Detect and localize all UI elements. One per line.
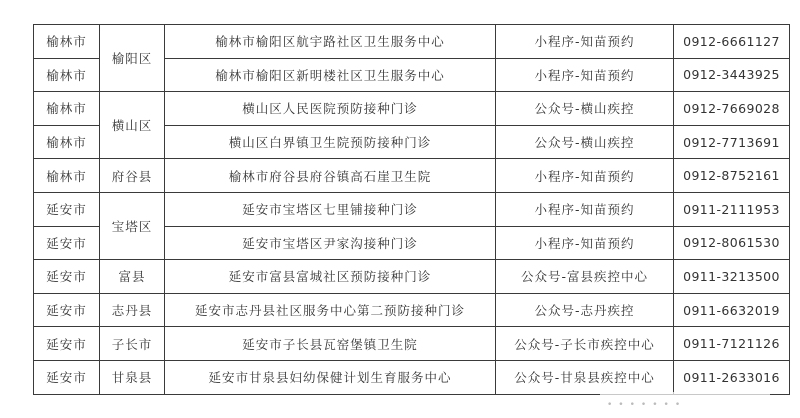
- site-cell: 榆林市府谷县府谷镇高石崖卫生院: [165, 159, 496, 193]
- district-cell: 横山区: [100, 92, 165, 159]
- district-cell: 宝塔区: [100, 192, 165, 259]
- site-cell: 延安市志丹县社区服务中心第二预防接种门诊: [165, 293, 496, 327]
- district-cell: 富县: [100, 260, 165, 294]
- booking-cell: 公众号-志丹疾控: [496, 293, 674, 327]
- table-row: [34, 159, 790, 193]
- phone-cell: 0911-6632019: [674, 293, 790, 327]
- city-cell: 延安市: [34, 226, 100, 260]
- phone-cell: 0911-2111953: [674, 192, 790, 226]
- table-row: [34, 25, 790, 59]
- vaccination-sites-table: [33, 24, 790, 395]
- table-row: [34, 260, 790, 294]
- city-cell: 延安市: [34, 192, 100, 226]
- site-cell: 横山区白界镇卫生院预防接种门诊: [165, 125, 496, 159]
- booking-cell: 小程序-知苗预约: [496, 25, 674, 59]
- table-row: [34, 92, 790, 126]
- booking-cell: 公众号-子长市疾控中心: [496, 327, 674, 361]
- booking-cell: 公众号-横山疾控: [496, 125, 674, 159]
- table-row: [34, 192, 790, 226]
- district-cell: 志丹县: [100, 293, 165, 327]
- phone-cell: 0911-2633016: [674, 360, 790, 394]
- site-cell: 榆林市榆阳区航宇路社区卫生服务中心: [165, 25, 496, 59]
- city-cell: 延安市: [34, 360, 100, 394]
- booking-cell: 公众号-甘泉县疾控中心: [496, 360, 674, 394]
- booking-cell: 小程序-知苗预约: [496, 192, 674, 226]
- district-cell: 甘泉县: [100, 360, 165, 394]
- site-cell: 延安市宝塔区尹家沟接种门诊: [165, 226, 496, 260]
- city-cell: 榆林市: [34, 58, 100, 92]
- phone-cell: 0912-6661127: [674, 25, 790, 59]
- table-row: [34, 360, 790, 394]
- booking-cell: 小程序-知苗预约: [496, 159, 674, 193]
- phone-cell: 0912-7669028: [674, 92, 790, 126]
- phone-cell: 0911-7121126: [674, 327, 790, 361]
- site-cell: 延安市子长县瓦窑堡镇卫生院: [165, 327, 496, 361]
- table-row: [34, 327, 790, 361]
- district-cell: 子长市: [100, 327, 165, 361]
- city-cell: 榆林市: [34, 25, 100, 59]
- phone-cell: 0912-8752161: [674, 159, 790, 193]
- site-cell: 延安市甘泉县妇幼保健计划生育服务中心: [165, 360, 496, 394]
- city-cell: 榆林市: [34, 125, 100, 159]
- site-cell: 榆林市榆阳区新明楼社区卫生服务中心: [165, 58, 496, 92]
- booking-cell: 小程序-知苗预约: [496, 58, 674, 92]
- booking-cell: 小程序-知苗预约: [496, 226, 674, 260]
- city-cell: 榆林市: [34, 159, 100, 193]
- phone-cell: 0912-7713691: [674, 125, 790, 159]
- site-cell: 横山区人民医院预防接种门诊: [165, 92, 496, 126]
- city-cell: 榆林市: [34, 92, 100, 126]
- booking-cell: 公众号-富县疾控中心: [496, 260, 674, 294]
- watermark-dots: •••••••: [607, 400, 687, 410]
- site-cell: 延安市宝塔区七里铺接种门诊: [165, 192, 496, 226]
- phone-cell: 0911-3213500: [674, 260, 790, 294]
- table-row: [34, 293, 790, 327]
- booking-cell: 公众号-横山疾控: [496, 92, 674, 126]
- district-cell: 榆阳区: [100, 25, 165, 92]
- phone-cell: 0912-8061530: [674, 226, 790, 260]
- district-cell: 府谷县: [100, 159, 165, 193]
- site-cell: 延安市富县富城社区预防接种门诊: [165, 260, 496, 294]
- phone-cell: 0912-3443925: [674, 58, 790, 92]
- city-cell: 延安市: [34, 293, 100, 327]
- city-cell: 延安市: [34, 260, 100, 294]
- city-cell: 延安市: [34, 327, 100, 361]
